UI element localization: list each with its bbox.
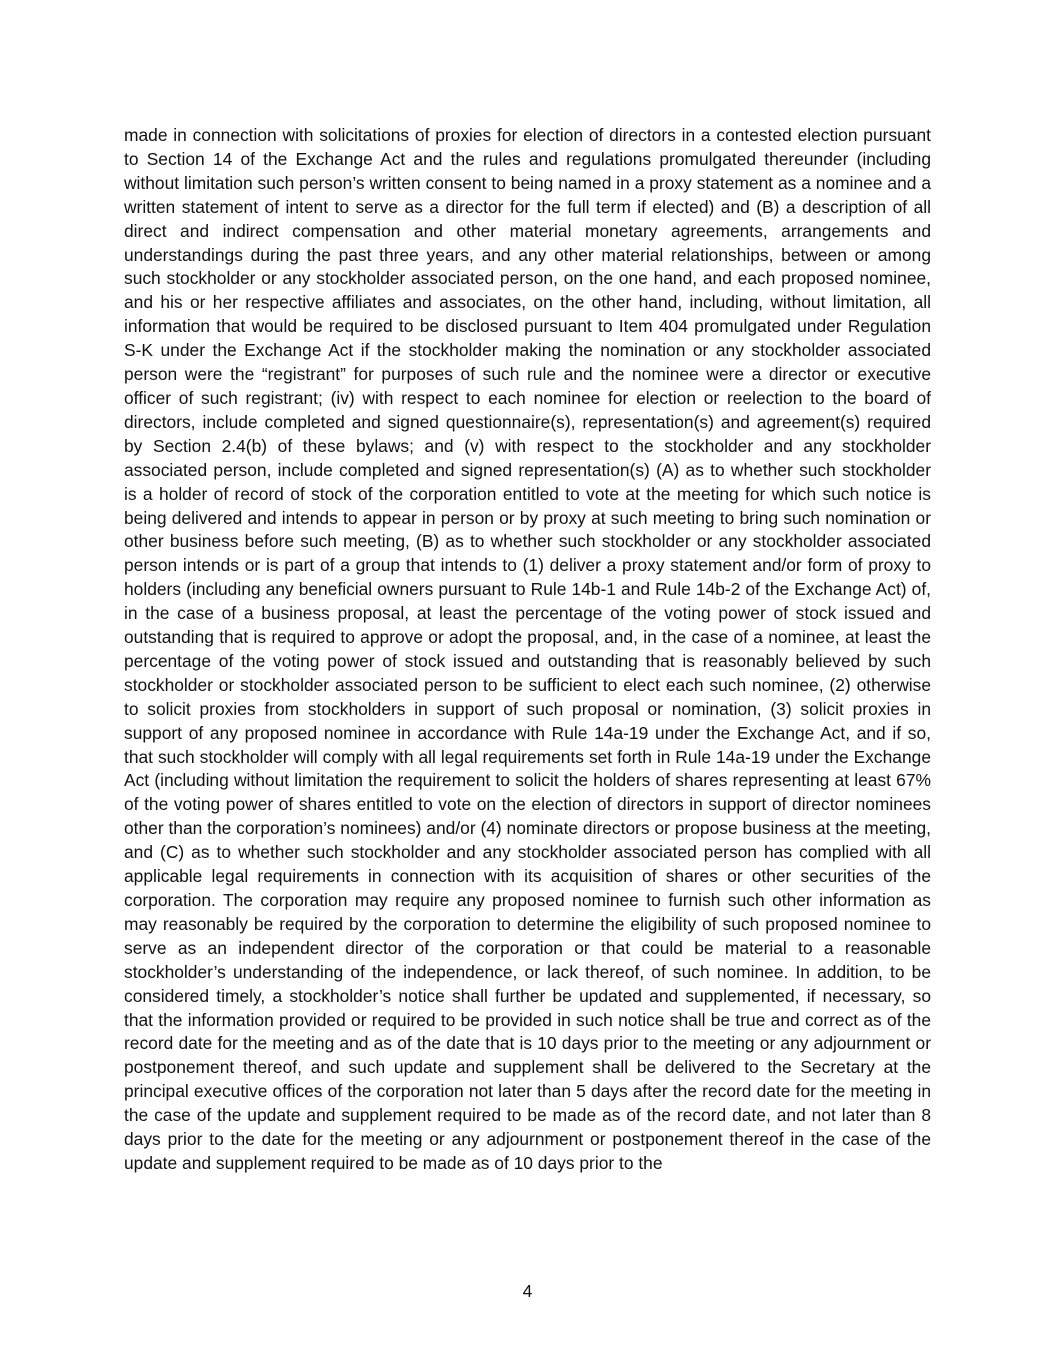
body-paragraph: made in connection with solicitations of proxies for election of directors in a contested election pursuant to Section 14 of the Exchange Act and the rules and regulations promulgated thereunder (including without limitation such person’s written consent to being named in a proxy statement as a nominee and a written statement of intent to serve as a director for the full term if elected) and (B) a description of all direct and indirect compensation and other material monetary agreements, arrangements and understandings during the past three years, and any other material relationships, between or among such stockholder or any stockholder associated person, on the one hand, and each proposed nominee, and his or her respective affiliates and associates, on the other hand, including, without limitation, all information that would be required to be disclosed pursuant to Item 404 promulgated under Regulation S-K under the Exchange Act if the stockholder making the nomination or any stockholder associated person were the “registrant” for purposes of such rule and the nominee were a director or executive officer of such registrant; (iv) with respect to each nominee for election or reelection to the board of directors, include completed and signed questionnaire(s), representation(s) and agreement(s) required by Section 2.4(b) of these bylaws; and (v) with respect to the stockholder and any stockholder associated person, include completed and signed representation(s) (A) as to whether such stockholder is a holder of record of stock of the corporation entitled to vote at the meeting for which such notice is being delivered and intends to appear in person or by proxy at such meeting to bring such nomination or other business before such meeting, (B) as to whether such stockholder or any stockholder associated person intends or is part of a group that intends to (1) deliver a proxy statement and/or form of proxy to holders (including any beneficial owners pursuant to Rule 14b-1 and Rule 14b-2 of the Exchange Act) of, in the case of a business proposal, at least the percentage of the voting power of stock issued and outstanding that is required to approve or adopt the proposal, and, in the case of a nominee, at least the percentage of the voting power of stock issued and outstanding that is reasonably believed by such stockholder or stockholder associated person to be sufficient to elect each such nominee, (2) otherwise to solicit proxies from stockholders in support of such proposal or nomination, (3) solicit proxies in support of any proposed nominee in accordance with Rule 14a-19 under the Exchange Act, and if so, that such stockholder will comply with all legal requirements set forth in Rule 14a-19 under the Exchange Act (including without limitation the requirement to solicit the holders of shares representing at least 67% of the voting power of shares entitled to vote on the election of directors in support of director nominees other than the corporation’s nominees) and/or (4) nominate directors or propose business at the meeting, and (C) as to whether such stockholder and any stockholder associated person has complied with all applicable legal requirements in connection with its acquisition of shares or other securities of the corporation. The corporation may require any proposed nominee to furnish such other information as may reasonably be required by the corporation to determine the eligibility of such proposed nominee to serve as an independent director of the corporation or that could be material to a reasonable stockholder’s understanding of the independence, or lack thereof, of such nominee. In addition, to be considered timely, a stockholder’s notice shall further be updated and supplemented, if necessary, so that the information provided or required to be provided in such notice shall be true and correct as of the record date for the meeting and as of the date that is 10 days prior to the meeting or any adjournment or postponement thereof, and such update and supplement shall be delivered to the Secretary at the principal executive offices of the corporation not later than 5 days after the record date for the meeting in the case of the update and supplement required to be made as of the record date, and not later than 8 days prior to the date for the meeting or any adjournment or postponement thereof in the case of the update and supplement required to be made as of 10 days prior to the (124, 125, 931, 1173)
page-number: 4 (522, 1281, 533, 1301)
